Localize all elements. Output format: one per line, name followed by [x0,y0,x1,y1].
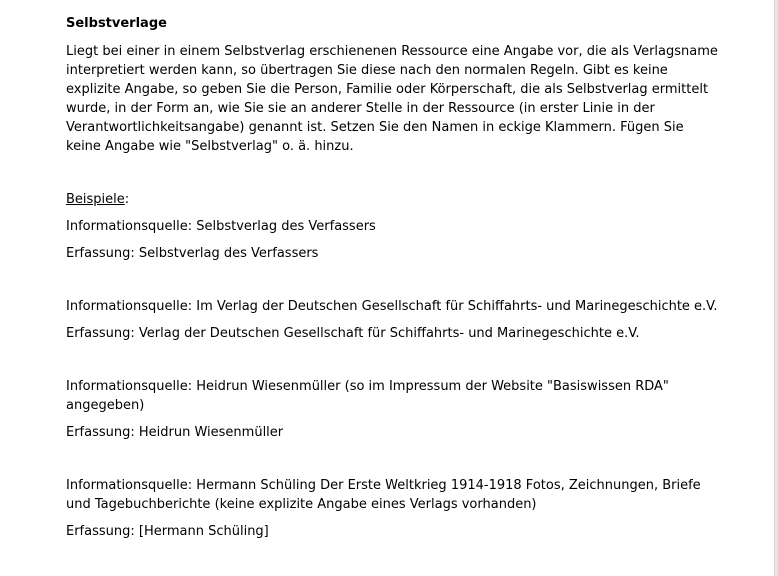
example-entry-1: Erfassung: Selbstverlag des Verfassers [66,246,319,261]
example-entry-4: Erfassung: [Hermann Schüling] [66,524,269,539]
example-source-1: Informationsquelle: Selbstverlag des Verfassers [66,219,376,234]
example-source-2: Informationsquelle: Im Verlag der Deutschen Gesellschaft für Schiffahrts- und Marinegeschichte e.V. [66,299,718,314]
example-source-4: Informationsquelle: Hermann Schüling Der Erste Weltkrieg 1914-1918 Fotos, Zeichnungen, Briefe und Tagebuchberichte (keine explizite Angabe eines Verlags vorhanden) [66,478,701,512]
example-entry-2: Erfassung: Verlag der Deutschen Gesellschaft für Schiffahrts- und Marinegeschichte e.V. [66,326,640,341]
example-entry-3: Erfassung: Heidrun Wiesenmüller [66,425,284,440]
example-source-3: Informationsquelle: Heidrun Wiesenmüller (so im Impressum der Website "Basiswissen RDA" angegeben) [66,379,669,413]
intro-paragraph: Liegt bei einer in einem Selbstverlag erschienenen Ressource eine Angabe vor, die als Verlagsname interpretiert werden kann, so übertragen Sie diese nach den normalen Regeln. Gibt es keine explizite Angabe, so geben Sie die Person, Familie oder Körperschaft, die als Selbstverlag ermittelt wurde, in der Form an, wie Sie sie an anderer Stelle in der Ressource (in erster Linie in der Verantwortlichkeitsangabe) genannt ist. Setzen Sie den Namen in eckige Klammern. Fügen Sie keine Angabe wie "Selbstverlag" o. ä. hinzu. [66,44,718,154]
examples-heading [66,190,721,209]
section-title: Selbstverlage [66,16,167,31]
document-content [66,14,721,541]
examples-colon: : [124,192,130,207]
window-right-edge [774,0,778,576]
examples-label: Beispiele [66,192,125,207]
